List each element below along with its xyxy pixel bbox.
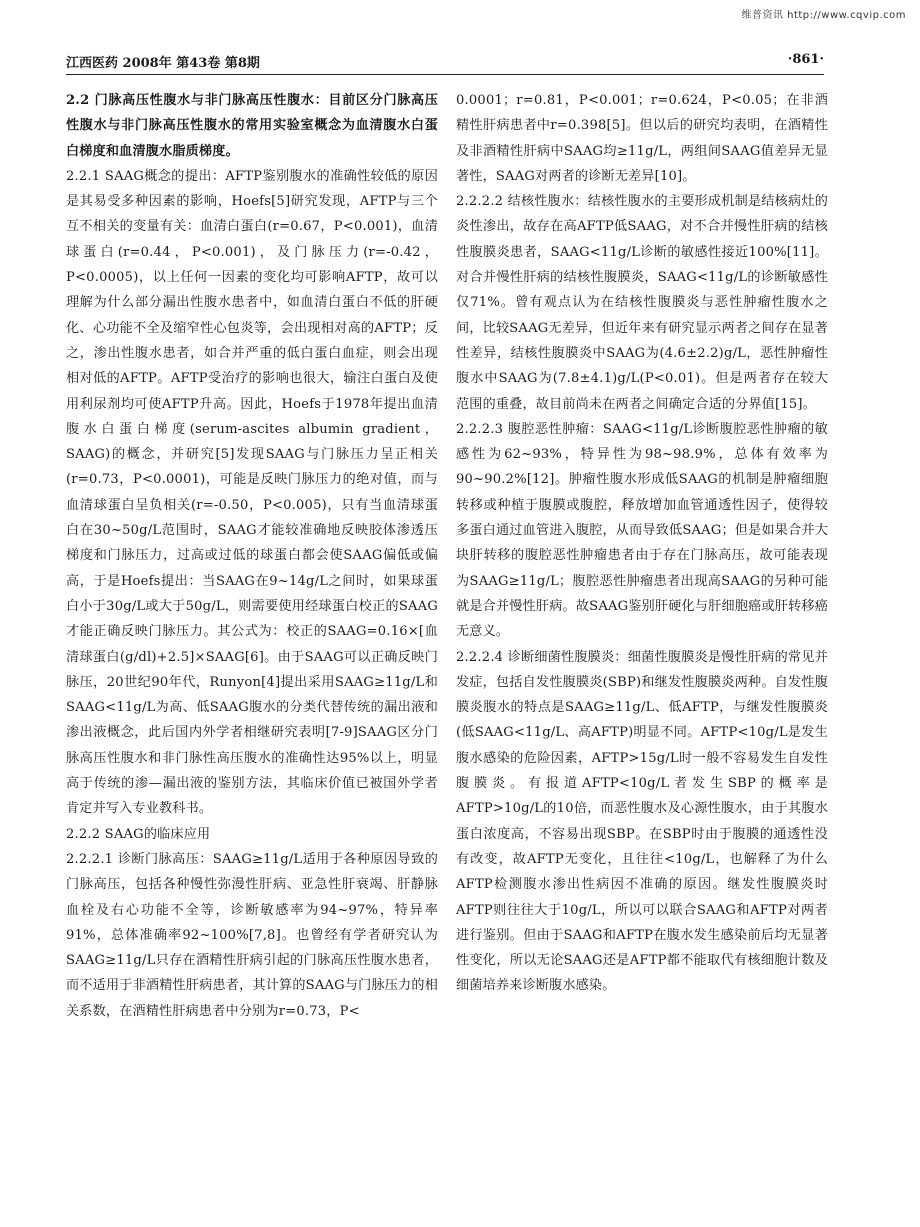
paragraph-2-2-2-2: 2.2.2.2 结核性腹水：结核性腹水的主要形成机制是结核病灶的炎性渗出，故存在高AFTP低SAAG，对不合并慢性肝病的结核性腹膜炎患者，SAAG<11g/L诊断的敏感性接近100%[11]。对合并慢性肝病的结核性腹膜炎，SAAG<11g/L的诊断敏感性仅71%。曾有观点认为在结核性腹膜炎与恶性肿瘤性腹水之间，比较SAAG无差异，但近年来有研究显示两者之间存在显著性差异，结核性腹膜炎中SAAG为(4.6±2.2)g/L，恶性肿瘤性腹水中SAAG为(7.8±4.1)g/L(P<0.01)。但是两者存在较大范围的重叠，故目前尚未在两者之间确定合适的分界值[15]。	[456, 194, 828, 412]
subheading-2-2-2: 2.2.2 SAAG的临床应用	[66, 826, 211, 842]
left-column	[66, 88, 438, 1024]
paragraph-continued: 0.0001；r=0.81，P<0.001；r=0.624，P<0.05；在非酒精性肝病患者中r=0.398[5]。但以后的研究均表明，在酒精性及非酒精性肝病中SAAG均≥11g/L，两组间SAAG值差异无显著性，SAAG对两者的诊断无差异[10]。	[456, 93, 828, 184]
journal-citation: 江西医药 2008年 第43卷 第8期	[66, 56, 260, 71]
running-header	[66, 52, 824, 74]
paragraph-2-2-2-3: 2.2.2.3 腹腔恶性肿瘤：SAAG<11g/L诊断腹腔恶性肿瘤的敏感性为62~93%，特异性为98~98.9%，总体有效率为90~90.2%[12]。肿瘤性腹水形成低SAAG的机制是肿瘤细胞转移或种植于腹膜或腹腔，释放增加血管通透性因子，使得较多蛋白通过血管进入腹腔，从而导致低SAAG；但是如果合并大块肝转移的腹腔恶性肿瘤患者由于存在门脉高压，故可能表现为SAAG≥11g/L；腹腔恶性肿瘤患者出现高SAAG的另种可能就是合并慢性肝病。故SAAG鉴别肝硬化与肝细胞癌或肝转移癌无意义。	[456, 421, 828, 640]
right-column	[456, 88, 828, 999]
paragraph-2-2-1: 2.2.1 SAAG概念的提出：AFTP鉴别腹水的准确性较低的原因是其易受多种因素的影响，Hoefs[5]研究发现，AFTP与三个互不相关的变量有关：血清白蛋白(r=0.67，P<0.001)，血清球蛋白(r=0.44，P<0.001)，及门脉压力(r=-0.42，P<0.0005)，以上任何一因素的变化均可影响AFTP，故可以理解为什么部分漏出性腹水患者中，如血清白蛋白不低的肝硬化、心功能不全及缩窄性心包炎等，会出现相对高的AFTP；反之，渗出性腹水患者，如合并严重的低白蛋白血症，则会出现相对低的AFTP。AFTP受治疗的影响也很大，输注白蛋白及使用利尿剂均可使AFTP升高。因此，Hoefs于1978年提出血清腹水白蛋白梯度(serum-ascites albumin gradient，SAAG)的概念，并研究[5]发现SAAG与门脉压力呈正相关(r=0.73，P<0.0001)，可能是反映门脉压力的绝对值，而与血清球蛋白呈负相关(r=-0.50，P<0.005)，只有当血清球蛋白在30~50g/L范围时，SAAG才能较准确地反映胶体渗透压梯度和门脉压力，过高或过低的球蛋白都会使SAAG偏低或偏高，于是Hoefs提出：当SAAG在9~14g/L之间时，如果球蛋白小于30g/L或大于50g/L，则需要使用经球蛋白校正的SAAG才能正确反映门脉压力。其公式为：校正的SAAG=0.16×[血清球蛋白(g/dl)+2.5]×SAAG[6]。由于SAAG可以正确反映门脉压，20世纪90年代，Runyon[4]提出采用SAAG≥11g/L和SAAG<11g/L为高、低SAAG腹水的分类代替传统的漏出液和渗出液概念，此后国内外学者相继研究表明[7-9]SAAG区分门脉高压性腹水和非门脉性高压腹水的准确性达95%以上，明显高于传统的渗—漏出液的鉴别方法，其临床价值已被国外学者肯定并写入专业教科书。	[66, 168, 438, 817]
page-number: ·861·	[787, 52, 824, 67]
site-watermark: 维普资讯 http://www.cqvip.com	[741, 10, 906, 21]
header-rule	[66, 74, 824, 75]
paragraph-2-2-2-4: 2.2.2.4 诊断细菌性腹膜炎：细菌性腹膜炎是慢性肝病的常见并发症，包括自发性腹膜炎(SBP)和继发性腹膜炎两种。自发性腹膜炎腹水的特点是SAAG≥11g/L、低AFTP，与继发性腹膜炎(低SAAG<11g/L、高AFTP)明显不同。AFTP<10g/L是发生腹水感染的危险因素，AFTP>15g/L时一般不容易发生自发性腹膜炎。有报道AFTP<10g/L者发生SBP的概率是AFTP>10g/L的10倍，而恶性腹水及心源性腹水，由于其腹水蛋白浓度高，不容易出现SBP。在SBP时由于腹膜的通透性没有改变，故AFTP无变化，且往往<10g/L，也解释了为什么AFTP检测腹水渗出性病因不准确的原因。继发性腹膜炎时AFTP则往往大于10g/L，所以可以联合SAAG和AFTP对两者进行鉴别。但由于SAAG和AFTP在腹水发生感染前后均无显著性变化，所以无论SAAG还是AFTP都不能取代有核细胞计数及细菌培养来诊断腹水感染。	[456, 649, 828, 994]
section-heading-2-2: 2.2 门脉高压性腹水与非门脉高压性腹水：目前区分门脉高压性腹水与非门脉高压性腹水的常用实验室概念为血清腹水白蛋白梯度和血清腹水脂质梯度。	[66, 93, 438, 159]
paragraph-2-2-2-1: 2.2.2.1 诊断门脉高压：SAAG≥11g/L适用于各种原因导致的门脉高压，包括各种慢性弥漫性肝病、亚急性肝衰竭、肝静脉血栓及右心功能不全等，诊断敏感率为94~97%，特异率91%，总体准确率92~100%[7,8]。也曾经有学者研究认为SAAG≥11g/L只存在酒精性肝病引起的门脉高压性腹水患者，而不适用于非酒精性肝病患者，其计算的SAAG与门脉压力的相关系数，在酒精性肝病患者中分别为r=0.73，P<	[66, 851, 438, 1019]
